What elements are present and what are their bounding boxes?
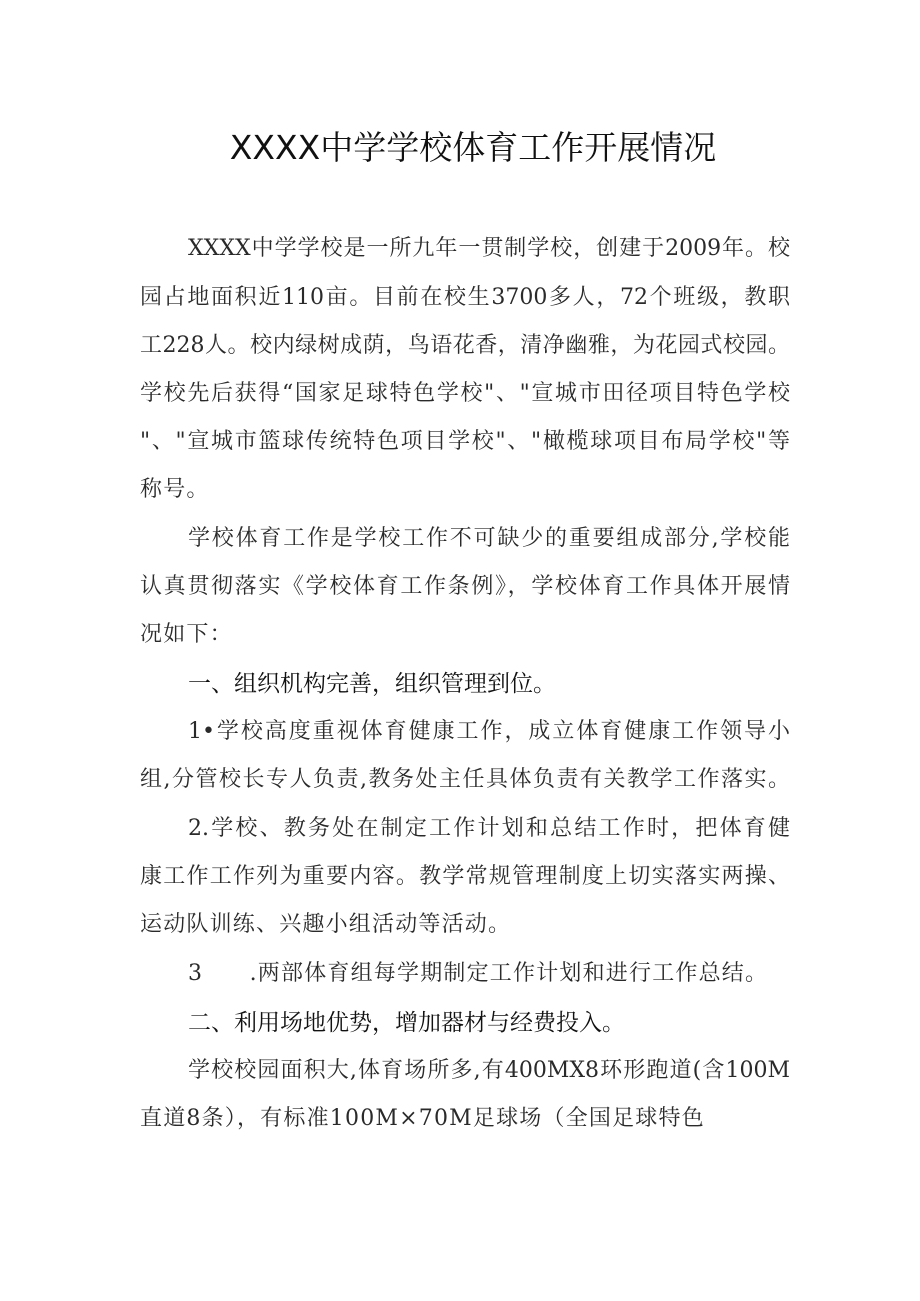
document-title: XXXX中学学校体育工作开展情况 bbox=[229, 128, 717, 167]
item-1-line-1: 1•学校高度重视体育健康工作，成立体育健康工作领导小 bbox=[188, 719, 790, 744]
paragraph-3-line-2: 直道8条），有标准100M×70M足球场（全国足球特色 bbox=[140, 1106, 705, 1131]
paragraph-3-line-1: 学校校园面积大,体育场所多,有400MX8环形跑道(含100M bbox=[188, 1058, 790, 1083]
item-3-line-1: 3 .两部体育组每学期制定工作计划和进行工作总结。 bbox=[188, 961, 769, 986]
paragraph-2-line-1: 学校体育工作是学校工作不可缺少的重要组成部分,学校能 bbox=[188, 526, 790, 551]
paragraph-2-line-3: 况如下： bbox=[140, 622, 233, 647]
item-2-line-2: 康工作工作列为重要内容。教学常规管理制度上切实落实两操、 bbox=[140, 864, 790, 889]
paragraph-1-line-3: 工228人。校内绿树成荫，鸟语花香，清净幽雅，为花园式校园。 bbox=[140, 333, 790, 358]
paragraph-1-line-6: 称号。 bbox=[140, 477, 210, 502]
item-2-line-3: 运动队训练、兴趣小组活动等活动。 bbox=[140, 912, 512, 937]
paragraph-1-line-2: 园占地面积近110亩。目前在校生3700多人，72个班级，教职 bbox=[140, 285, 790, 310]
paragraph-1-line-4: 学校先后获得“国家足球特色学校"、"宣城市田径项目特色学校 bbox=[140, 381, 790, 406]
section-heading-1: 一、组织机构完善，组织管理到位。 bbox=[188, 671, 556, 697]
section-heading-2: 二、利用场地优势，增加器材与经费投入。 bbox=[188, 1010, 625, 1036]
item-2-line-1: 2.学校、教务处在制定工作计划和总结工作时，把体育健 bbox=[188, 816, 790, 841]
paragraph-1-line-5: "、"宣城市篮球传统特色项目学校"、"橄榄球项目布局学校"等 bbox=[140, 429, 790, 454]
paragraph-1-line-1: XXXX中学学校是一所九年一贯制学校，创建于2009年。校 bbox=[188, 236, 790, 261]
item-1-line-2: 组,分管校长专人负责,教务处主任具体负责有关教学工作落实。 bbox=[140, 767, 790, 792]
paragraph-2-line-2: 认真贯彻落实《学校体育工作条例》，学校体育工作具体开展情 bbox=[140, 574, 790, 599]
